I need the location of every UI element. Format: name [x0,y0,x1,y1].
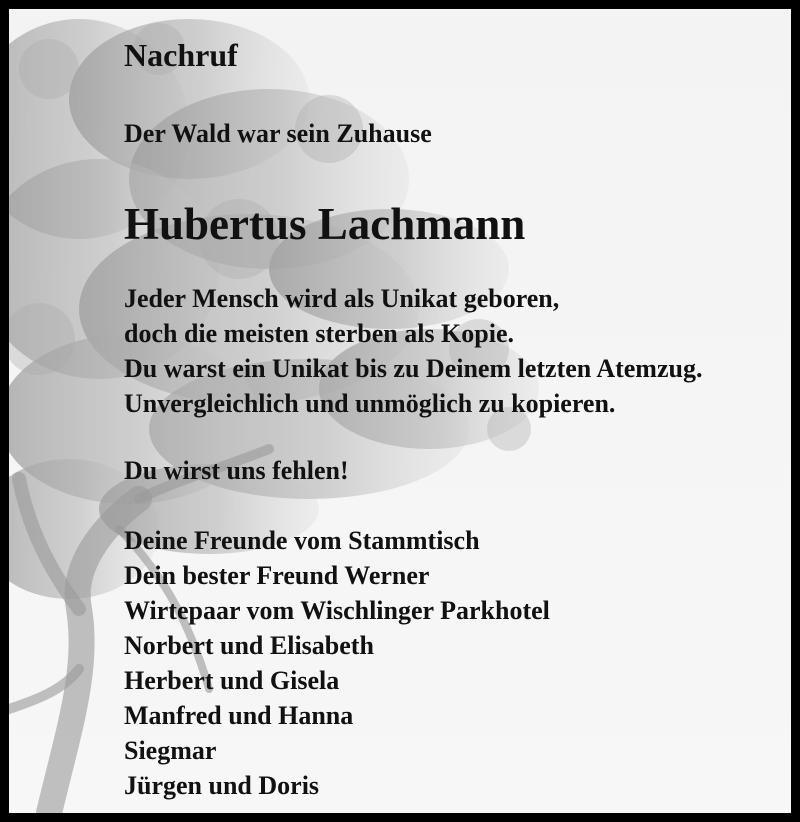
notice-heading: Nachruf [124,37,238,73]
closing-line: Du wirst uns fehlen! [124,456,349,485]
signer: Jürgen und Doris [124,771,320,800]
poem-line: Unvergleichlich und unmöglich zu kopieren. [124,389,616,418]
poem [124,281,702,421]
signer: Norbert und Elisabeth [124,631,374,660]
signer: Manfred und Hanna [124,701,354,730]
signer: Siegmar [124,736,217,765]
signer: Dein bester Freund Werner [124,561,430,590]
notice-subtitle: Der Wald war sein Zuhause [124,119,432,148]
signers-list [124,523,550,803]
signer: Deine Freunde vom Stammtisch [124,526,480,555]
signer: Herbert und Gisela [124,666,340,695]
poem-line: doch die meisten sterben als Kopie. [124,319,514,348]
poem-line: Du warst ein Unikat bis zu Deinem letzten Atemzug. [124,354,703,383]
signer: Wirtepaar vom Wischlinger Parkhotel [124,596,550,625]
poem-line: Jeder Mensch wird als Unikat geboren, [124,284,560,313]
deceased-name: Hubertus Lachmann [124,199,526,249]
